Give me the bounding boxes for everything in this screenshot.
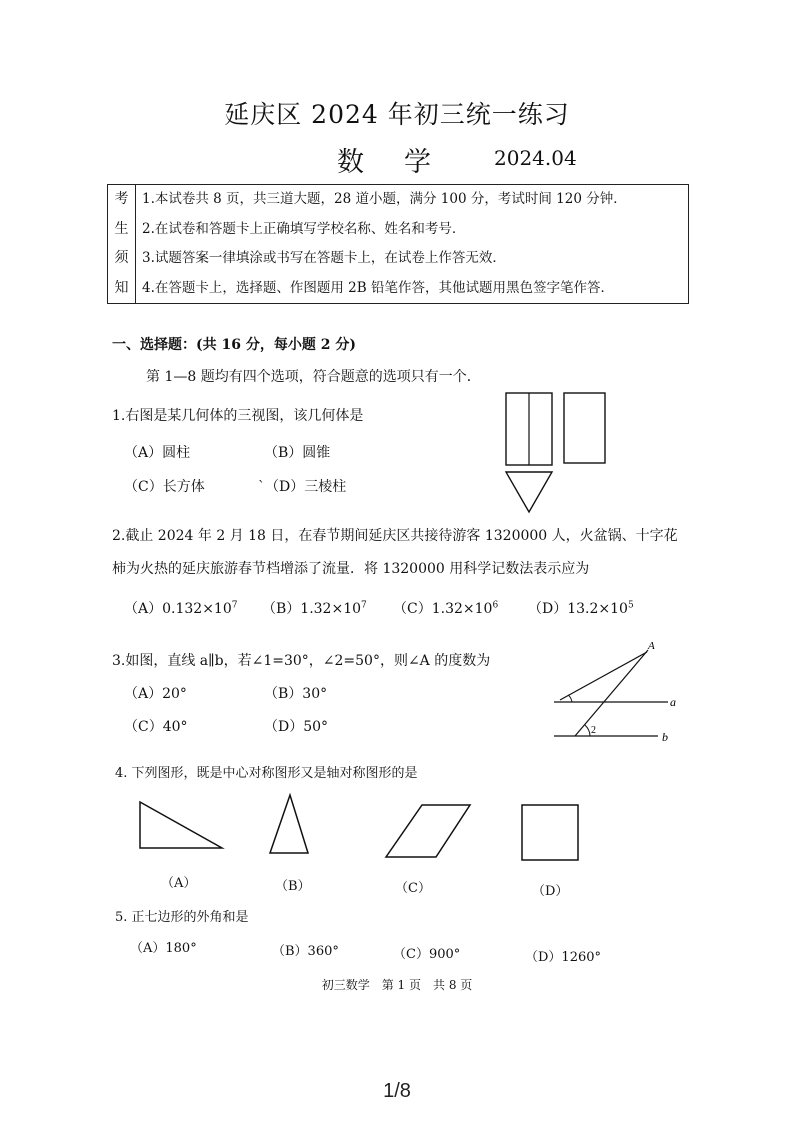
- q5-option-d: （D）1260°: [525, 950, 602, 965]
- angle-1-arc: [568, 695, 572, 702]
- q3-option-b: （B）30°: [264, 686, 328, 702]
- q2-c-exp: 6: [492, 600, 499, 611]
- notice-side-char: 生: [114, 220, 129, 237]
- q2-b-exp: 7: [361, 600, 367, 611]
- q2-option-b: [262, 598, 367, 618]
- page-footer: 初三数学 第 1 页 共 8 页: [321, 978, 473, 992]
- notice-box: [107, 184, 689, 304]
- q2-option-a: [124, 598, 237, 618]
- q3-option-a: （A）20°: [124, 686, 187, 702]
- q3-option-d: （D）50°: [264, 719, 329, 735]
- q2-stem-line2: 柿为火热的延庆旅游春节档增添了流量．将 1320000 用科学记数法表示应为: [112, 561, 590, 577]
- q2-option-d: [528, 598, 634, 618]
- label-2: 2: [591, 725, 596, 736]
- q5-option-c: （C）900°: [393, 947, 461, 962]
- notice-side-char: 知: [114, 279, 129, 296]
- notice-side-char: 考: [114, 191, 129, 207]
- figure-a-right-triangle: [140, 802, 222, 848]
- side-view: [564, 393, 605, 463]
- q5-option-a: （A）180°: [130, 941, 197, 956]
- notice-item-2: 2.在试卷和答题卡上正确填写学校名称、姓名和考号．: [142, 220, 466, 237]
- notice-item-1: 1.本试卷共 8 页，共三道大题，28 道小题，满分 100 分，考试时间 120 分钟．: [142, 191, 627, 207]
- subject-title: 数学: [337, 147, 471, 178]
- top-view: [506, 472, 552, 512]
- section-instruction: 第 1—8 题均有四个选项，符合题意的选项只有一个．: [146, 369, 481, 385]
- q4-option-c: （C）: [395, 881, 431, 896]
- q2-d-exp: 5: [627, 600, 634, 611]
- q3-stem: 3.如图，直线 a∥b，若∠1=30°，∠2=50°，则∠A 的度数为: [112, 653, 491, 669]
- q4-stem: 4. 下列图形，既是中心对称图形又是轴对称图形的是: [115, 766, 418, 781]
- q2-b-base: （B）1.32×10: [262, 601, 362, 617]
- q4-option-d: （D）: [532, 884, 569, 899]
- notice-item-3: 3.试题答案一律填涂或书写在答题卡上，在试卷上作答无效．: [142, 250, 506, 266]
- page-indicator: 1/8: [383, 1080, 411, 1102]
- label-a: a: [670, 695, 676, 709]
- figure-b-isosceles-triangle: [270, 795, 308, 853]
- three-view-figure: [500, 390, 615, 515]
- q5-option-b: （B）360°: [272, 944, 339, 959]
- notice-side-label: [108, 185, 136, 304]
- q3-option-c: （C）40°: [124, 719, 188, 735]
- q4-option-b: （B）: [275, 879, 311, 894]
- q1-option-d: `（D）三棱柱: [258, 479, 347, 495]
- label-b: b: [662, 730, 668, 744]
- q2-d-base: （D）13.2×10: [528, 601, 628, 617]
- exam-title: 延庆区 2024 年初三统一练习: [224, 100, 570, 129]
- q1-option-a: （A）圆柱: [124, 445, 191, 461]
- label-A: A: [648, 640, 655, 652]
- angle-2-arc: [585, 725, 590, 736]
- q4-option-a: （A）: [161, 876, 197, 891]
- exam-date: 2024.04: [494, 146, 577, 170]
- figure-d-square: [522, 805, 578, 860]
- q1-option-b: （B）圆锥: [264, 445, 331, 461]
- q1-stem: 1.右图是某几何体的三视图，该几何体是: [112, 408, 364, 424]
- notice-items: [136, 185, 689, 304]
- q2-a-base: （A）0.132×10: [124, 601, 232, 617]
- notice-side-char: 须: [114, 250, 129, 266]
- q2-a-exp: 7: [231, 600, 238, 611]
- figure-c-parallelogram: [386, 805, 470, 857]
- section-heading: 一、选择题：(共 16 分，每小题 2 分): [112, 337, 356, 353]
- notice-item-4: 4.在答题卡上，选择题、作图题用 2B 铅笔作答，其他试题用黑色签字笔作答．: [142, 279, 614, 296]
- parallel-lines-figure: [550, 640, 685, 745]
- q2-option-c: [393, 598, 498, 618]
- transversal-2: [575, 650, 648, 736]
- q1-option-c: （C）长方体: [124, 479, 205, 495]
- q4-figures: [130, 790, 590, 865]
- transversal-1: [560, 652, 647, 700]
- q2-c-base: （C）1.32×10: [393, 601, 493, 617]
- q2-stem-line1: 2.截止 2024 年 2 月 18 日，在春节期间延庆区共接待游客 1320000 人，火盆锅、十字花: [112, 528, 678, 544]
- q5-stem: 5. 正七边形的外角和是: [115, 910, 249, 925]
